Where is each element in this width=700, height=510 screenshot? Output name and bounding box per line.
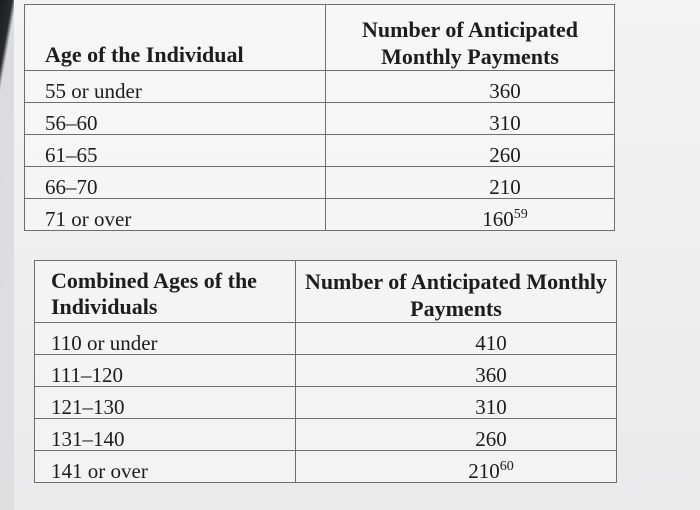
age-cell: 110 or under — [35, 323, 296, 355]
table-row — [25, 199, 615, 231]
table-row — [25, 103, 615, 135]
payments-value: 260 — [475, 426, 507, 451]
table-header-row — [35, 261, 617, 323]
table-header-row — [25, 5, 615, 71]
single-age-payments-table — [24, 4, 615, 231]
table-row — [35, 419, 617, 451]
payments-cell — [326, 199, 615, 231]
header-combined-ages: Combined Ages of the Individuals — [35, 261, 296, 323]
footnote-marker: 59 — [513, 206, 528, 222]
age-cell: 55 or under — [25, 71, 326, 103]
age-cell: 111–120 — [35, 355, 296, 387]
payments-cell — [326, 71, 615, 103]
payments-value: 260 — [489, 142, 521, 167]
payments-value: 310 — [489, 110, 521, 135]
payments-value: 210 — [489, 174, 521, 199]
header-age-of-individual: Age of the Individual — [25, 5, 326, 71]
header-anticipated-payments: Number of Anticipated Monthly Payments — [326, 5, 615, 71]
payments-cell — [296, 323, 617, 355]
age-cell: 71 or over — [25, 199, 326, 231]
payments-value: 310 — [475, 394, 507, 419]
table-row — [35, 387, 617, 419]
table-row — [35, 355, 617, 387]
table-row — [35, 323, 617, 355]
payments-value: 410 — [475, 330, 507, 355]
payments-value: 360 — [475, 362, 507, 387]
payments-cell — [296, 419, 617, 451]
age-cell: 141 or over — [35, 451, 296, 483]
table-row — [25, 71, 615, 103]
table-row — [35, 451, 617, 483]
age-cell: 131–140 — [35, 419, 296, 451]
payments-cell — [326, 167, 615, 199]
payments-value: 210 — [468, 458, 500, 483]
age-cell: 61–65 — [25, 135, 326, 167]
header-anticipated-payments: Number of Anticipated Monthly Payments — [296, 261, 617, 323]
payments-cell — [296, 451, 617, 483]
payments-cell — [326, 135, 615, 167]
payments-cell — [296, 355, 617, 387]
payments-cell — [326, 103, 615, 135]
table-row — [25, 167, 615, 199]
combined-ages-payments-table — [34, 260, 617, 483]
table-row — [25, 135, 615, 167]
footnote-marker: 60 — [499, 458, 514, 474]
payments-value: 160 — [482, 206, 514, 231]
age-cell: 66–70 — [25, 167, 326, 199]
payments-cell — [296, 387, 617, 419]
payments-value: 360 — [489, 78, 521, 103]
age-cell: 121–130 — [35, 387, 296, 419]
age-cell: 56–60 — [25, 103, 326, 135]
